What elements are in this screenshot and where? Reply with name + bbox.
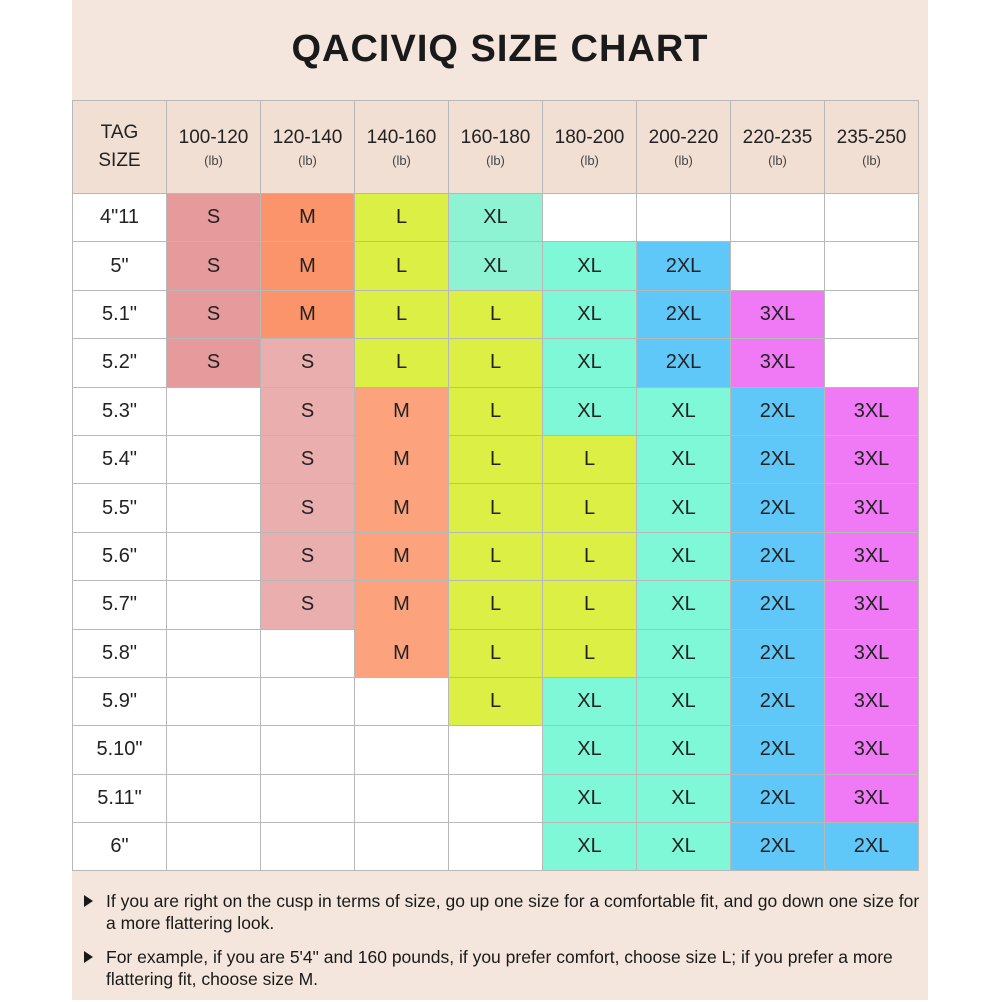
empty-cell [637, 194, 731, 242]
weight-unit: (lb) [486, 152, 505, 168]
table-row [73, 581, 919, 629]
weight-range: 235-250 [836, 126, 907, 148]
size-cell: M [355, 387, 449, 435]
height-label: 5.10" [73, 726, 167, 774]
size-cell: M [355, 435, 449, 483]
empty-cell [449, 774, 543, 822]
size-cell: 2XL [731, 774, 825, 822]
size-cell: 3XL [825, 581, 919, 629]
weight-range: 200-220 [648, 126, 719, 148]
size-cell: XL [637, 387, 731, 435]
table-row [73, 194, 919, 242]
height-label: 5.3" [73, 387, 167, 435]
size-cell: L [543, 435, 637, 483]
note-text: For example, if you are 5'4" and 160 pounds, if you prefer comfort, choose size L; if you prefer a more flattering fit, choose size M. [106, 947, 893, 989]
table-row [73, 774, 919, 822]
size-cell: M [355, 581, 449, 629]
size-cell: XL [543, 339, 637, 387]
table-row [73, 677, 919, 725]
empty-cell [167, 774, 261, 822]
weight-unit: (lb) [392, 152, 411, 168]
size-cell: XL [543, 387, 637, 435]
size-cell: M [355, 629, 449, 677]
size-cell: M [261, 290, 355, 338]
height-label: 5.4" [73, 435, 167, 483]
size-cell: L [543, 484, 637, 532]
arrow-right-icon [84, 895, 93, 907]
empty-cell [167, 823, 261, 871]
size-cell: 3XL [825, 435, 919, 483]
table-row [73, 726, 919, 774]
size-cell: XL [449, 194, 543, 242]
size-cell: XL [637, 726, 731, 774]
empty-cell [167, 726, 261, 774]
table-row [73, 629, 919, 677]
size-cell: 3XL [825, 387, 919, 435]
size-cell: 3XL [825, 774, 919, 822]
weight-header [825, 101, 919, 194]
size-cell: L [449, 532, 543, 580]
header-row [73, 101, 919, 194]
empty-cell [167, 532, 261, 580]
height-label: 6" [73, 823, 167, 871]
size-cell: XL [637, 677, 731, 725]
empty-cell [449, 726, 543, 774]
weight-range: 220-235 [742, 126, 813, 148]
height-label: 5.1" [73, 290, 167, 338]
empty-cell [167, 387, 261, 435]
size-cell: XL [543, 677, 637, 725]
size-cell: L [543, 581, 637, 629]
size-cell: XL [637, 532, 731, 580]
weight-header [449, 101, 543, 194]
size-cell: L [543, 629, 637, 677]
weight-unit: (lb) [298, 152, 317, 168]
empty-cell [355, 774, 449, 822]
weight-header [637, 101, 731, 194]
weight-header [355, 101, 449, 194]
size-cell: 2XL [731, 677, 825, 725]
size-cell: M [261, 194, 355, 242]
size-cell: L [449, 290, 543, 338]
table-row [73, 532, 919, 580]
empty-cell [825, 339, 919, 387]
size-cell: L [449, 484, 543, 532]
notes [82, 890, 922, 1002]
empty-cell [167, 677, 261, 725]
size-cell: L [449, 435, 543, 483]
size-cell: 2XL [637, 339, 731, 387]
empty-cell [825, 242, 919, 290]
size-cell: 3XL [825, 532, 919, 580]
table-row [73, 339, 919, 387]
size-cell: S [261, 339, 355, 387]
empty-cell [261, 629, 355, 677]
size-cell: 2XL [731, 532, 825, 580]
size-label: SIZE [98, 150, 141, 171]
weight-header [731, 101, 825, 194]
height-label: 5" [73, 242, 167, 290]
size-cell: S [261, 581, 355, 629]
height-label: 4"11 [73, 194, 167, 242]
size-cell: S [261, 532, 355, 580]
size-cell: 2XL [731, 435, 825, 483]
table-row [73, 242, 919, 290]
size-cell: 2XL [731, 484, 825, 532]
tag-label: TAG [100, 122, 139, 143]
size-cell: 2XL [731, 726, 825, 774]
size-cell: 3XL [731, 339, 825, 387]
size-cell: S [167, 339, 261, 387]
size-cell: 2XL [825, 823, 919, 871]
weight-range: 140-160 [366, 126, 437, 148]
height-label: 5.11" [73, 774, 167, 822]
size-chart-table [72, 100, 919, 871]
size-chart-body [73, 194, 919, 871]
size-cell: 2XL [731, 581, 825, 629]
empty-cell [825, 194, 919, 242]
height-label: 5.6" [73, 532, 167, 580]
weight-unit: (lb) [768, 152, 787, 168]
weight-unit: (lb) [580, 152, 599, 168]
size-cell: XL [543, 242, 637, 290]
table-row [73, 823, 919, 871]
size-cell: S [167, 290, 261, 338]
size-cell: L [449, 629, 543, 677]
size-cell: L [355, 242, 449, 290]
table-row [73, 387, 919, 435]
empty-cell [543, 194, 637, 242]
size-cell: 2XL [637, 290, 731, 338]
weight-unit: (lb) [204, 152, 223, 168]
size-cell: 3XL [825, 677, 919, 725]
size-cell: L [449, 677, 543, 725]
size-cell: XL [637, 823, 731, 871]
weight-range: 160-180 [460, 126, 531, 148]
height-label: 5.8" [73, 629, 167, 677]
size-cell: L [449, 387, 543, 435]
height-label: 5.7" [73, 581, 167, 629]
height-label: 5.2" [73, 339, 167, 387]
size-cell: S [261, 387, 355, 435]
size-cell: S [167, 242, 261, 290]
size-cell: XL [637, 484, 731, 532]
size-cell: XL [637, 629, 731, 677]
height-label: 5.9" [73, 677, 167, 725]
size-cell: 3XL [825, 484, 919, 532]
empty-cell [355, 726, 449, 774]
size-cell: S [261, 435, 355, 483]
size-cell: XL [637, 435, 731, 483]
empty-cell [731, 242, 825, 290]
size-cell: XL [449, 242, 543, 290]
size-cell: XL [543, 726, 637, 774]
size-cell: 2XL [731, 387, 825, 435]
size-cell: S [167, 194, 261, 242]
height-label: 5.5" [73, 484, 167, 532]
empty-cell [167, 629, 261, 677]
empty-cell [355, 677, 449, 725]
empty-cell [355, 823, 449, 871]
weight-header [167, 101, 261, 194]
size-cell: M [355, 532, 449, 580]
size-cell: 3XL [731, 290, 825, 338]
table-row [73, 290, 919, 338]
size-cell: M [261, 242, 355, 290]
weight-header [543, 101, 637, 194]
empty-cell [449, 823, 543, 871]
size-cell: XL [637, 581, 731, 629]
note-item [82, 890, 922, 934]
size-cell: XL [543, 823, 637, 871]
size-cell: L [355, 194, 449, 242]
table-row [73, 484, 919, 532]
size-cell: L [449, 339, 543, 387]
note-text: If you are right on the cusp in terms of size, go up one size for a comfortable fit, and go down one size for a more flattering look. [106, 891, 920, 933]
empty-cell [261, 823, 355, 871]
note-item [82, 946, 922, 990]
weight-unit: (lb) [674, 152, 693, 168]
size-cell: L [449, 581, 543, 629]
size-cell: XL [543, 774, 637, 822]
size-cell: L [543, 532, 637, 580]
size-cell: 2XL [731, 823, 825, 871]
empty-cell [167, 484, 261, 532]
arrow-right-icon [84, 951, 93, 963]
size-cell: XL [543, 290, 637, 338]
size-cell: 2XL [637, 242, 731, 290]
size-cell: 3XL [825, 726, 919, 774]
weight-range: 120-140 [272, 126, 343, 148]
size-cell: S [261, 484, 355, 532]
empty-cell [167, 435, 261, 483]
weight-range: 100-120 [178, 126, 249, 148]
weight-header [261, 101, 355, 194]
weight-unit: (lb) [862, 152, 881, 168]
size-cell: XL [637, 774, 731, 822]
page-title: QACIVIQ SIZE CHART [291, 28, 709, 70]
table-row [73, 435, 919, 483]
empty-cell [261, 774, 355, 822]
tag-size-header [73, 101, 167, 194]
size-cell: L [355, 290, 449, 338]
size-cell: M [355, 484, 449, 532]
weight-range: 180-200 [554, 126, 625, 148]
empty-cell [261, 677, 355, 725]
size-cell: 2XL [731, 629, 825, 677]
empty-cell [167, 581, 261, 629]
size-cell: L [355, 339, 449, 387]
empty-cell [825, 290, 919, 338]
size-cell: 3XL [825, 629, 919, 677]
empty-cell [731, 194, 825, 242]
empty-cell [261, 726, 355, 774]
